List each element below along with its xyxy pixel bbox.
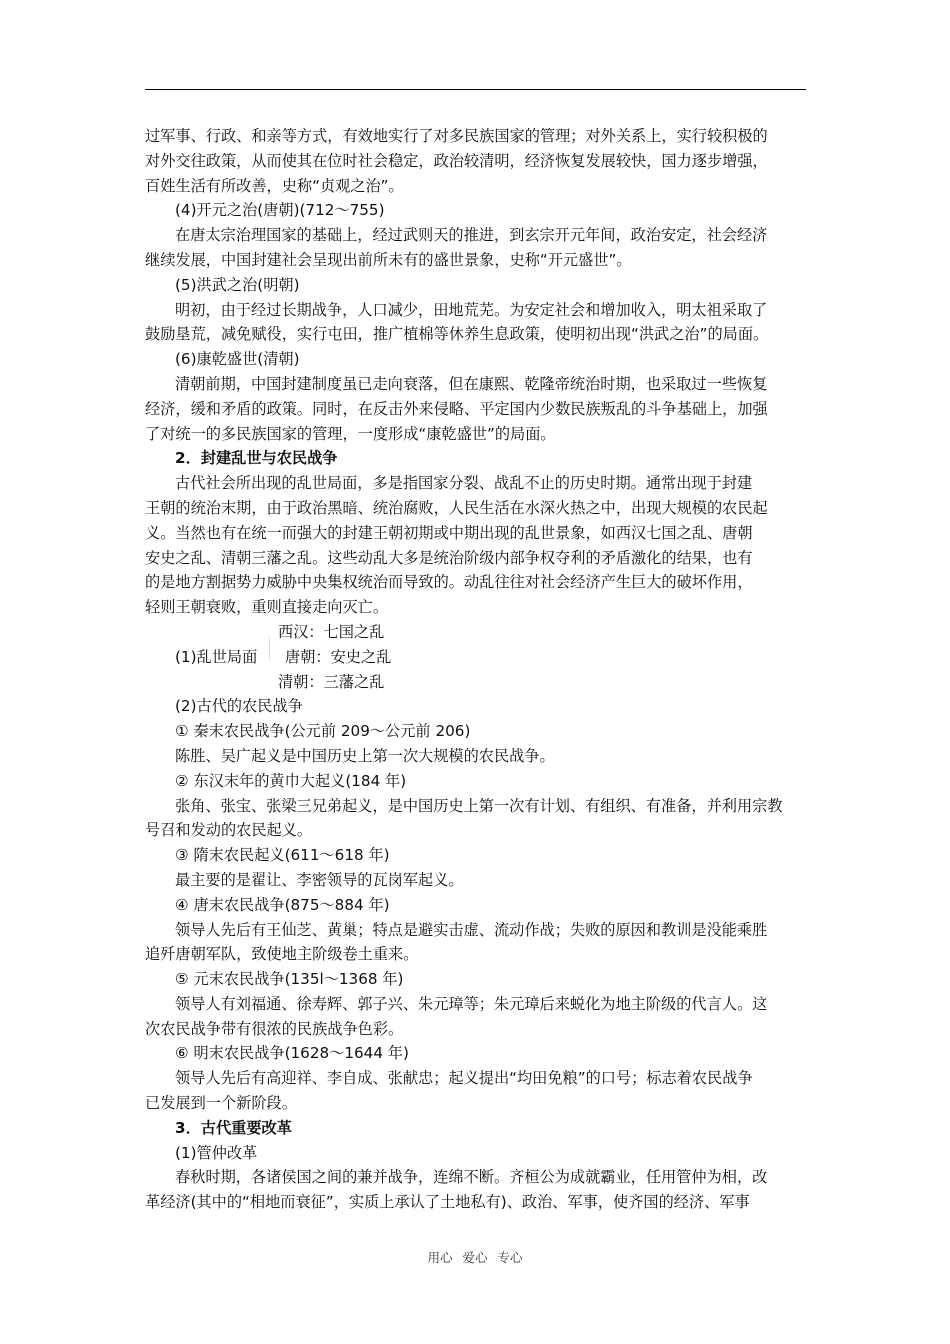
text-line: 古代社会所出现的乱世局面，多是指国家分裂、战乱不止的历史时期。通常出现于封建 — [175, 474, 753, 493]
text-line: 清朝前期，中国封建制度虽已走向衰落，但在康熙、乾隆帝统治时期，也采取过一些恢复 — [175, 374, 768, 393]
disorder-item: 清朝：三藩之乱 — [278, 672, 385, 691]
header-rule — [145, 89, 806, 90]
text-line: 了对统一的多民族国家的管理，一度形成“康乾盛世”的局面。 — [145, 424, 556, 443]
section-part-1 — [145, 124, 815, 620]
text-line: ⑤ 元末农民战争(135l～1368 年) — [175, 970, 404, 989]
text-line: 号召和发动的农民起义。 — [145, 821, 313, 840]
section-part-2 — [145, 694, 815, 1215]
text-line: 鼓励垦荒，减免赋役，实行屯田，推广植棉等休养生息政策，使明初出现“洪武之治”的局面。 — [145, 325, 769, 344]
disorder-item: 西汉：七国之乱 — [278, 622, 385, 641]
text-line: 王朝的统治末期，由于政治黑暗、统治腐败，人民生活在水深火热之中，出现大规模的农民起 — [145, 498, 768, 517]
text-line: 领导人先后有王仙芝、黄巢；特点是避实击虚、流动作战；失败的原因和教训是没能乘胜 — [175, 920, 768, 939]
text-line: ④ 唐末农民战争(875～884 年) — [175, 895, 390, 914]
text-line: 在唐太宗治理国家的基础上，经过武则天的推进，到玄宗开元年间，政治安定，社会经济 — [175, 226, 768, 245]
page-footer: 用心 爱心 专心 — [427, 1250, 523, 1265]
text-line: 最主要的是翟让、李密领导的瓦岗军起义。 — [175, 870, 464, 889]
disorder-list — [145, 620, 815, 694]
text-line: 安史之乱、清朝三藩之乱。这些动乱大多是统治阶级内部争权夺利的矛盾激化的结果，也有 — [145, 548, 753, 567]
text-line: 革经济(其中的“相地而衰征”，实质上承认了土地私有)、政治、军事，使齐国的经济、军事 — [145, 1193, 750, 1212]
text-line: 继续发展，中国封建社会呈现出前所未有的盛世景象，史称“开元盛世”。 — [145, 250, 632, 269]
text-line: 张角、张宝、张梁三兄弟起义，是中国历史上第一次有计划、有组织、有准备，并利用宗教 — [175, 796, 783, 815]
text-line: (2)古代的农民战争 — [175, 697, 303, 716]
section-heading: 3．古代重要改革 — [175, 1118, 292, 1137]
disorder-label: (1)乱世局面 — [175, 647, 258, 666]
text-line: 陈胜、吴广起义是中国历史上第一次大规模的农民战争。 — [175, 746, 555, 765]
text-line: (6)康乾盛世(清朝) — [175, 350, 300, 369]
document-body — [145, 124, 815, 1215]
text-line: 百姓生活有所改善，史称“贞观之治”。 — [145, 176, 404, 195]
text-line: ③ 隋末农民起义(611～618 年) — [175, 846, 390, 865]
text-line: 次农民战争带有很浓的民族战争色彩。 — [145, 1019, 404, 1038]
brace-mark — [269, 637, 276, 661]
text-line: 轻则王朝衰败，重则直接走向灭亡。 — [145, 598, 388, 617]
text-line: 经济，缓和矛盾的政策。同时，在反击外来侵略、平定国内少数民族叛乱的斗争基础上，加强 — [145, 399, 768, 418]
text-line: ① 秦末农民战争(公元前 209～公元前 206) — [175, 722, 471, 741]
text-line: (4)开元之治(唐朝)(712～755) — [175, 201, 385, 220]
text-line: 已发展到一个新阶段。 — [145, 1094, 297, 1113]
text-line: 领导人先后有高迎祥、李自成、张献忠；起义提出“均田免粮”的口号；标志着农民战争 — [175, 1069, 753, 1088]
text-line: 领导人有刘福通、徐寿辉、郭子兴、朱元璋等；朱元璋后来蜕化为地主阶级的代言人。这 — [175, 994, 768, 1013]
text-line: 明初，由于经过长期战争，人口减少，田地荒芜。为安定社会和增加收入，明太祖采取了 — [175, 300, 768, 319]
text-line: 对外交往政策，从而使其在位时社会稳定，政治较清明，经济恢复发展较快，国力逐步增强， — [145, 151, 768, 170]
text-line: (5)洪武之治(明朝) — [175, 275, 300, 294]
text-line: 过军事、行政、和亲等方式，有效地实行了对多民族国家的管理；对外关系上，实行较积极的 — [145, 127, 768, 145]
text-line: (1)管仲改革 — [175, 1143, 258, 1162]
text-line: 义。当然也有在统一而强大的封建王朝初期或中期出现的乱世景象，如西汉七国之乱、唐朝 — [145, 523, 753, 542]
section-heading: 2．封建乱世与农民战争 — [175, 449, 338, 468]
text-line: ② 东汉末年的黄巾大起义(184 年) — [175, 771, 407, 790]
text-line: 的是地方割据势力威胁中央集权统治而导致的。动乱往往对社会经济产生巨大的破坏作用， — [145, 573, 753, 592]
disorder-item: 唐朝：安史之乱 — [285, 647, 392, 666]
text-line: ⑥ 明末农民战争(1628～1644 年) — [175, 1044, 409, 1063]
text-line: 追歼唐朝军队，致使地主阶级卷土重来。 — [145, 945, 419, 964]
text-line: 春秋时期，各诸侯国之间的兼并战争，连绵不断。齐桓公为成就霸业，任用管仲为相，改 — [175, 1168, 768, 1187]
